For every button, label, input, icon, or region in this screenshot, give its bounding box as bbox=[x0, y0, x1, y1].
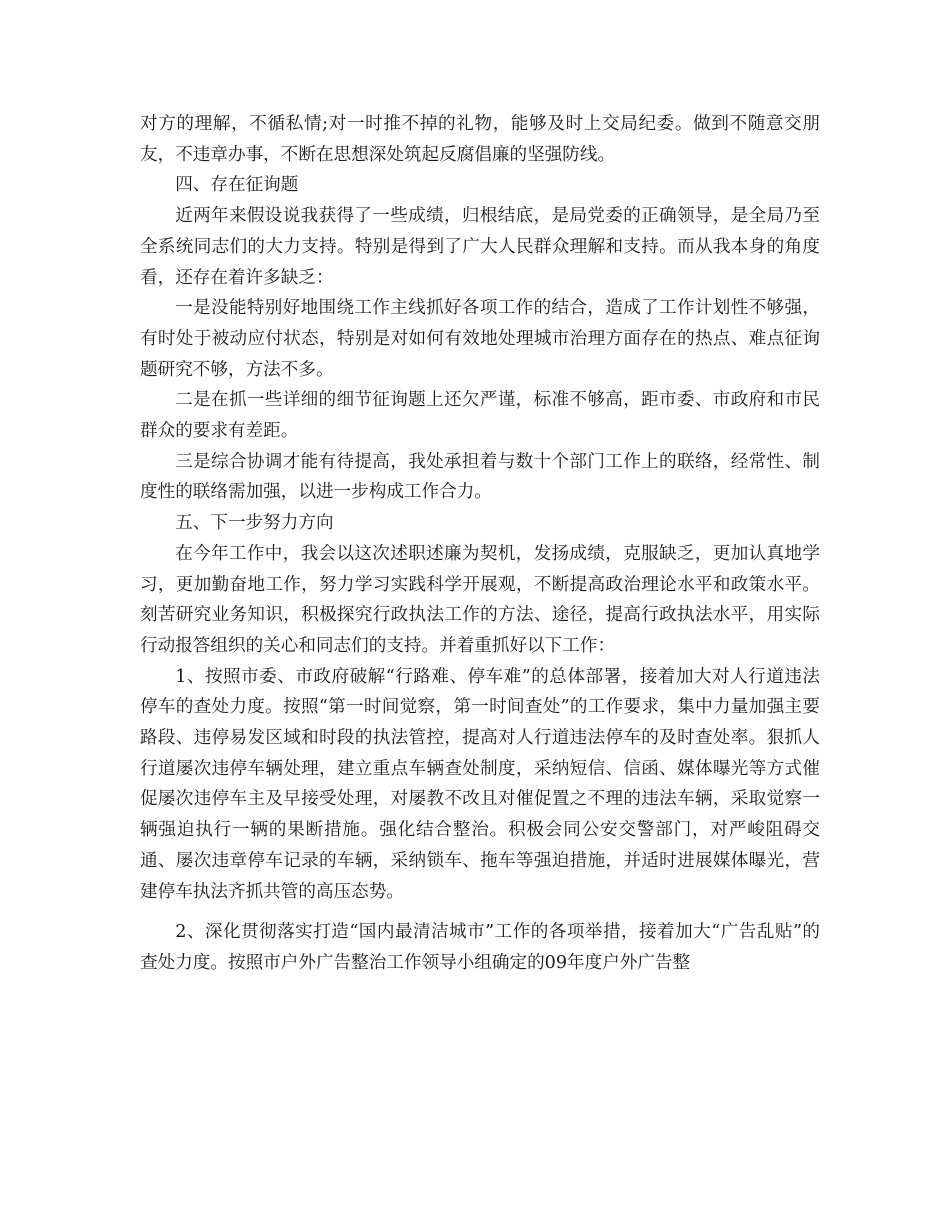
paragraph-shortcoming-3: 三是综合协调才能有待提高，我处承担着与数十个部门工作上的联络，经常性、制度性的联络需加强，以进一步构成工作合力。 bbox=[140, 451, 820, 503]
paragraph-plan-intro: 在今年工作中，我会以这次述职述廉为契机，发扬成绩，克服缺乏，更加认真地学习，更加勤奋地工作，努力学习实践科学开展观，不断提高政治理论水平和政策水平。刻苦研究业务知识，积极探究行政执法工作的方法、途径，提高行政执法水平，用实际行动报答组织的关心和同志们的支持。并着重抓好以下工作： bbox=[140, 543, 820, 656]
paragraph-shortcoming-1: 一是没能特别好地围绕工作主线抓好各项工作的结合，造成了工作计划性不够强，有时处于被动应付状态，特别是对如何有效地处理城市治理方面存在的热点、难点征询题研究不够，方法不多。 bbox=[140, 298, 820, 380]
paragraph-continuation: 对方的理解，不循私情;对一时推不掉的礼物，能够及时上交局纪委。做到不随意交朋友，不违章办事，不断在思想深处筑起反腐倡廉的坚强防线。 bbox=[140, 114, 820, 165]
document-body bbox=[140, 109, 820, 979]
paragraph-task-1: 1、按照市委、市政府破解“行路难、停车难”的总体部署，接着加大对人行道违法停车的查处力度。按照“第一时间觉察，第一时间查处”的工作要求，集中力量加强主要路段、违停易发区域和时段的执法管控，提高对人行道违法停车的及时查处率。狠抓人行道屡次违停车辆处理，建立重点车辆查处制度，采纳短信、信函、媒体曝光等方式催促屡次违停车主及早接受处理，对屡教不改且对催促置之不理的违法车辆，采取觉察一辆强迫执行一辆的果断措施。强化结合整治。积极会同公安交警部门，对严峻阻碍交通、屡次违章停车记录的车辆，采纳锁车、拖车等强迫措施，并适时进展媒体曝光，营建停车执法齐抓共管的高压态势。 bbox=[140, 666, 820, 902]
section-heading-5: 五、下一步努力方向 bbox=[175, 513, 334, 534]
paragraph-achievements: 近两年来假设说我获得了一些成绩，归根结底，是局党委的正确领导，是全局乃至全系统同志们的大力支持。特别是得到了广大人民群众理解和支持。而从我本身的角度看，还存在着许多缺乏： bbox=[140, 206, 820, 288]
paragraph-shortcoming-2: 二是在抓一些详细的细节征询题上还欠严谨，标准不够高，距市委、市政府和市民群众的要求有差距。 bbox=[140, 390, 820, 442]
section-heading-4: 四、存在征询题 bbox=[175, 175, 299, 196]
paragraph-task-2: 2、深化贯彻落实打造“国内最清洁城市”工作的各项举措，接着加大“广告乱贴”的查处力度。按照市户外广告整治工作领导小组确定的09年度户外广告整 bbox=[140, 922, 820, 973]
